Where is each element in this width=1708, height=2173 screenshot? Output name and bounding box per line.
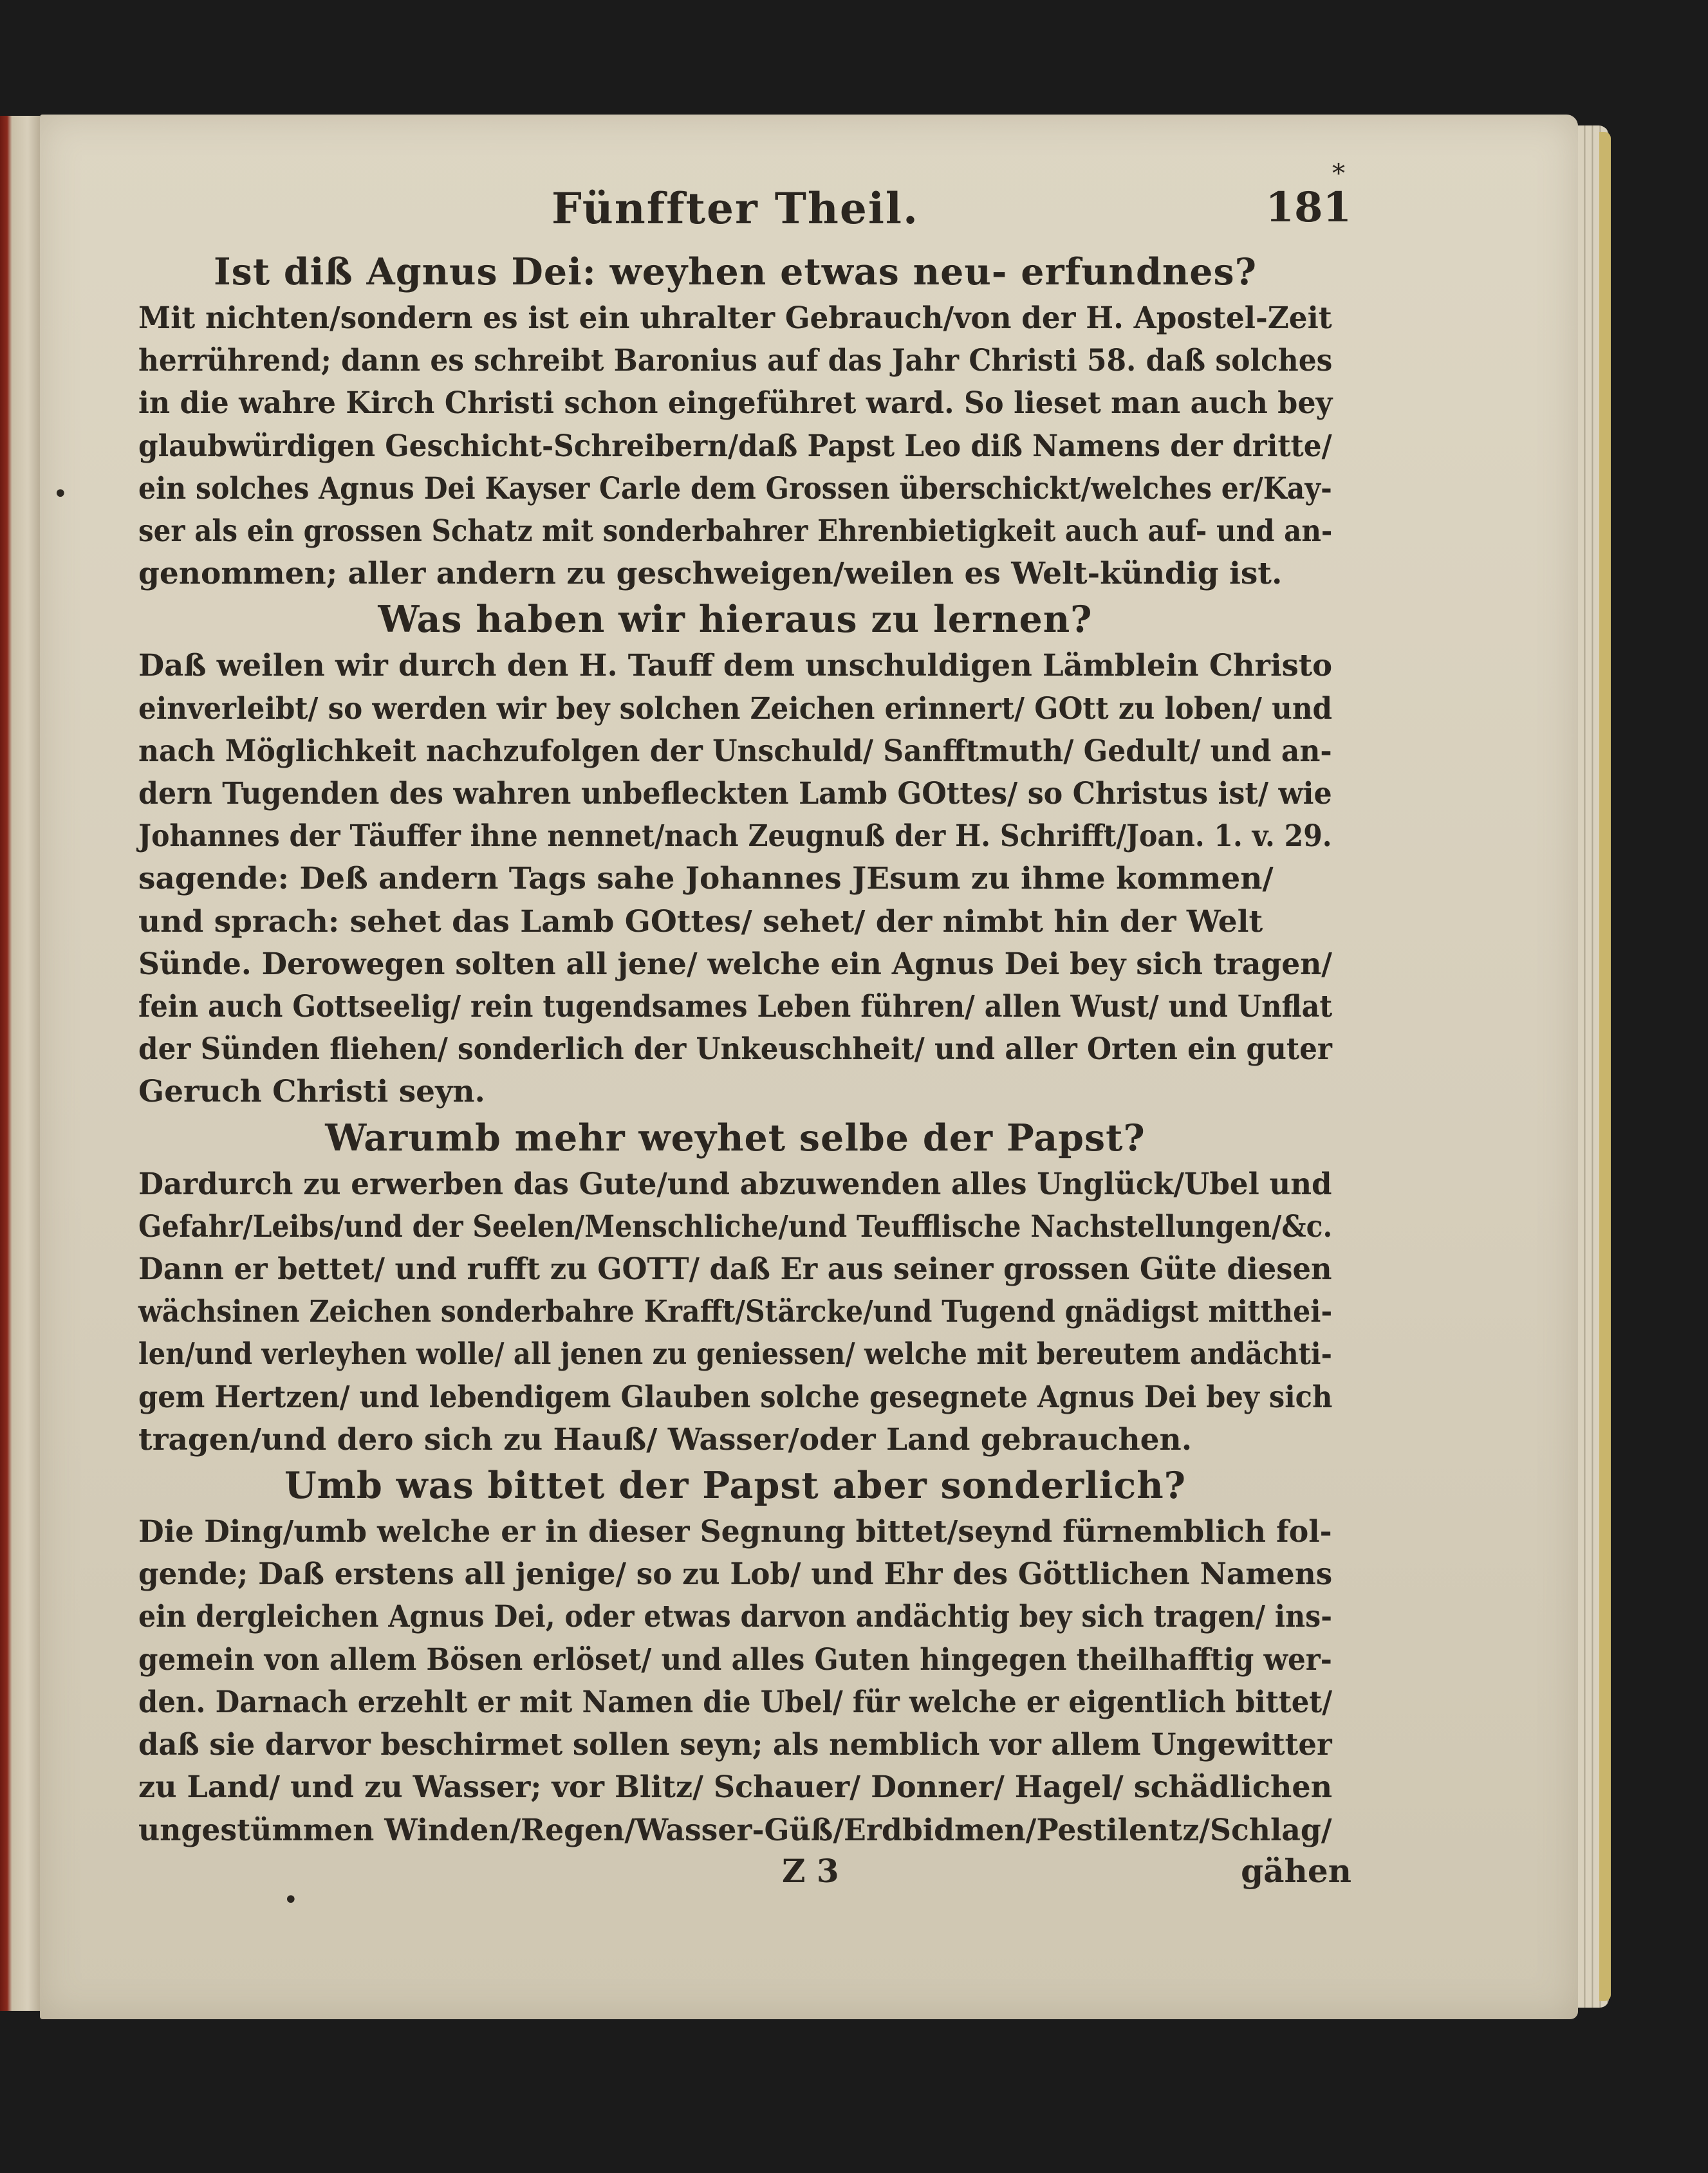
text-line: zu Land/ und zu Wasser; vor Blitz/ Schauer/ Donner/ Hagel/ schädlichen (138, 1770, 1333, 1806)
text-line: wächsinen Zeichen sonderbahre Krafft/Stärcke/und Tugend gnädigst mitthei- (138, 1294, 1333, 1330)
text-line: sagende: Deß andern Tags sahe Johannes JEsum zu ihme kommen/ (138, 861, 1274, 897)
text-line: Dardurch zu erwerben das Gute/und abzuwenden alles Unglück/Ubel und (138, 1166, 1332, 1202)
section-heading: Umb was bittet der Papst aber sonderlich? (284, 1464, 1187, 1508)
text-line: gem Hertzen/ und lebendigem Glauben solche gesegnete Agnus Dei bey sich (138, 1379, 1333, 1415)
margin-mark-left: • (53, 479, 68, 509)
page-footer (138, 1851, 1351, 1897)
text-line: tragen/und dero sich zu Hauß/ Wasser/oder Land gebrauchen. (138, 1421, 1193, 1457)
text-line: glaubwürdigen Geschicht-Schreibern/daß Papst Leo diß Namens der dritte/ (138, 428, 1332, 464)
text-line: ser als ein grossen Schatz mit sonderbahrer Ehrenbietigkeit auch auf- und an- (138, 513, 1333, 550)
text-line: Mit nichten/sondern es ist ein uhralter Gebrauch/von der H. Apostel-Zeit (138, 301, 1332, 336)
text-line: den. Darnach erzehlt er mit Namen die Ubel/ für welche er eigentlich bittet/ (138, 1684, 1333, 1720)
text-line: len/und verleyhen wolle/ all jenen zu geniessen/ welche mit bereutem andächti- (138, 1336, 1332, 1373)
facing-page-edge (0, 116, 40, 2011)
paragraph (138, 1511, 1332, 1852)
text-line: Gefahr/Leibs/und der Seelen/Menschliche/und Teufflische Nachstellungen/&c. (138, 1208, 1333, 1244)
section-heading: Was haben wir hieraus zu lernen? (378, 598, 1093, 642)
text-line: in die wahre Kirch Christi schon eingeführet ward. So lieset man auch bey (138, 385, 1333, 421)
page-number: 181 (1265, 183, 1351, 232)
text-line: ein solches Agnus Dei Kayser Carle dem Grossen überschickt/welches er/Kay- (138, 470, 1332, 506)
section-heading: Ist diß Agnus Dei: weyhen etwas neu- erfundnes? (213, 250, 1258, 293)
text-line: Geruch Christi seyn. (138, 1074, 485, 1110)
text-line: daß sie darvor beschirmet sollen seyn; als nemblich vor allem Ungewitter (138, 1727, 1332, 1763)
asterisk-mark: * (1332, 159, 1345, 189)
text-line: Daß weilen wir durch den H. Tauff dem unschuldigen Lämblein Christo (138, 648, 1333, 684)
text-line: ungestümmen Winden/Regen/Wasser-Güß/Erdbidmen/Pestilentz/Schlag/ (138, 1812, 1332, 1848)
section-heading: Warumb mehr weyhet selbe der Papst? (325, 1116, 1146, 1160)
text-line: fein auch Gottseelig/ rein tugendsames Leben führen/ allen Wust/ und Unflat (138, 989, 1333, 1025)
text-line: einverleibt/ so werden wir bey solchen Zeichen erinnert/ GOtt zu loben/ und (138, 690, 1333, 726)
text-line: gende; Daß erstens all jenige/ so zu Lob/ und Ehr des Göttlichen Namens (138, 1557, 1333, 1593)
text-line: Dann er bettet/ und rufft zu GOTT/ daß Er aus seiner grossen Güte diesen (138, 1252, 1332, 1288)
paragraph (138, 297, 1332, 595)
text-line: und sprach: sehet das Lamb GOttes/ sehet/ der nimbt hin der Welt (138, 903, 1263, 939)
text-line: nach Möglichkeit nachzufolgen der Unschuld/ Sanfftmuth/ Gedult/ und an- (138, 733, 1332, 769)
text-line: der Sünden fliehen/ sonderlich der Unkeuschheit/ und aller Orten ein guter (138, 1031, 1332, 1068)
signature-mark: Z 3 (782, 1851, 839, 1890)
text-line: gemein von allem Bösen erlöset/ und alles Guten hingegen theilhafftig wer- (138, 1641, 1332, 1678)
text-line: Sünde. Derowegen solten all jene/ welche ein Agnus Dei bey sich tragen/ (138, 946, 1332, 982)
book-cover-edge (1599, 132, 1611, 2001)
text-line: genommen; aller andern zu geschweigen/weilen es Welt-kündig ist. (138, 556, 1283, 592)
page-content (138, 159, 1351, 1897)
text-line: herrührend; dann es schreibt Baronius auf das Jahr Christi 58. daß solches (138, 343, 1333, 379)
text-line: Johannes der Täuffer ihne nennet/nach Zeugnuß der H. Schrifft/Joan. 1. v. 29. (138, 818, 1332, 855)
page-header (138, 159, 1351, 248)
margin-mark-bottom: • (283, 1885, 299, 1915)
running-head: Fünffter Theil. (552, 183, 919, 234)
paragraph (138, 645, 1332, 1113)
text-line: ein dergleichen Agnus Dei, oder etwas darvon andächtig bey sich tragen/ ins- (138, 1599, 1332, 1635)
text-line: dern Tugenden des wahren unbefleckten Lamb GOttes/ so Christus ist/ wie (138, 776, 1332, 812)
text-line: Die Ding/umb welche er in dieser Segnung bittet/seynd fürnemblich fol- (138, 1514, 1332, 1550)
paragraph (138, 1163, 1332, 1461)
catchword: gähen (1241, 1851, 1351, 1890)
